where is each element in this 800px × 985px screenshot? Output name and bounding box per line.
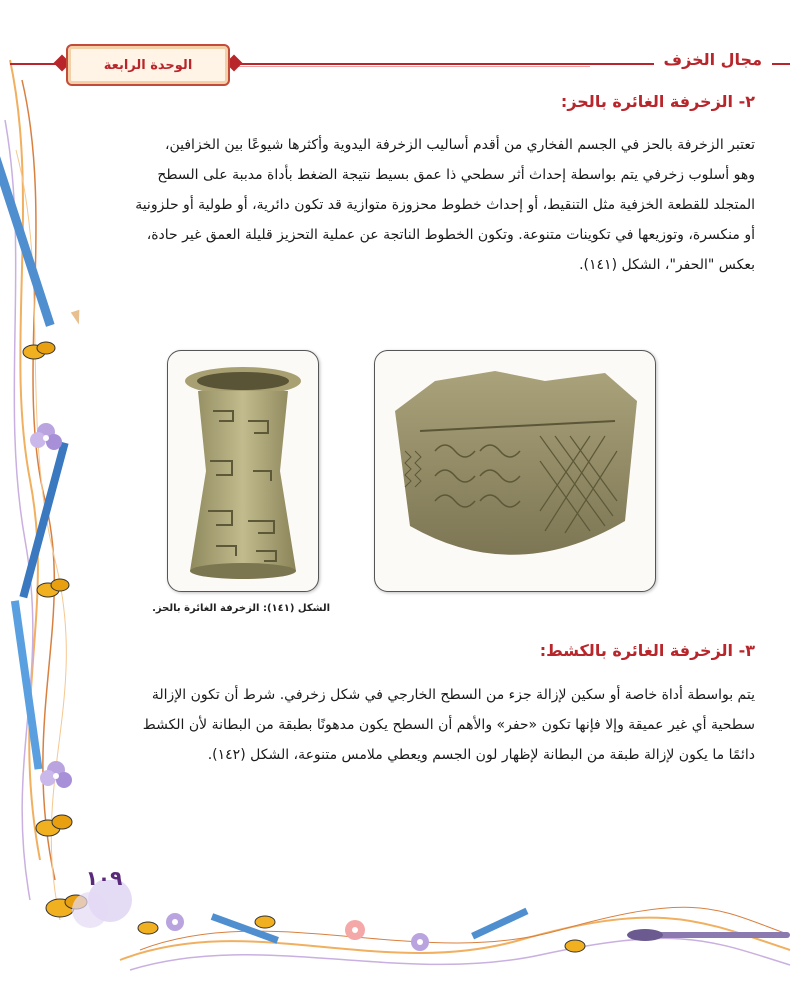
butterfly-icon — [23, 342, 55, 359]
butterfly-icon — [565, 940, 585, 952]
pencil-icon — [471, 908, 528, 940]
paragraph-line: تعتبر الزخرفة بالحز في الجسم الفخاري من أقدم أساليب الزخرفة اليدوية وأكثرها شيوعًا بين الخزافين، — [164, 137, 755, 153]
flower-icon — [166, 913, 184, 931]
butterfly-icon — [37, 579, 69, 597]
paragraph-line: سطحية أي غير عميقة وإلا فإنها تكون «حفر» والأهم أن السطح يكون مدهونًا بطبقة من البطانة لأن الكشط — [142, 717, 755, 733]
bowl-illustration — [375, 351, 655, 591]
section-title: مجال الخزف — [654, 50, 772, 69]
section-3-heading: ٣- الزخرفة الغائرة بالكشط: — [539, 641, 755, 660]
unit-title: الوحدة الرابعة — [103, 57, 193, 73]
butterfly-icon — [36, 815, 72, 836]
section-2-heading: ٢- الزخرفة الغائرة بالحز: — [560, 92, 755, 111]
paragraph-line: يتم بواسطة أداة خاصة أو سكين لإزالة جزء من السطح الخارجي في شكل زخرفي. شرط أن تكون الإزالة — [151, 687, 755, 703]
section-3-paragraph — [75, 680, 755, 770]
flower-icon — [40, 761, 72, 788]
figure-bowl-image — [374, 350, 656, 592]
paragraph-line: بعكس "الحفر"، الشكل (١٤١). — [579, 257, 755, 273]
vase-illustration — [168, 351, 318, 591]
paragraph-line: المتجلد للقطعة الخزفية مثل التنقيط، أو إحداث خطوط محزوزة متوازية قد تكون دائرية، أو طولية أو حلزونية — [135, 197, 755, 213]
paintbrush-icon — [627, 929, 790, 941]
butterfly-icon — [255, 916, 275, 928]
flower-icon — [411, 933, 429, 951]
paragraph-line: وهو أسلوب زخرفي يتم بواسطة إحداث أثر سطحي ذا عمق بسيط نتيجة الضغط بأداة مدببة على السطح — [157, 167, 755, 183]
figure-vase-image — [167, 350, 319, 592]
butterfly-icon — [138, 922, 158, 934]
paragraph-line: أو منكسرة، وتوزيعها في تكوينات متنوعة. وتكون الخطوط الناتجة عن عملية التحزيز قليلة العمق غير حادة، — [146, 227, 755, 243]
unit-badge — [66, 44, 230, 86]
section-2-paragraph — [75, 130, 755, 280]
paragraph-line: دائمًا ما يكون لإزالة طبقة من البطانة لإظهار لون الجسم ويعطي ملامس متنوعة، الشكل (١٤٢). — [207, 747, 755, 763]
page-number: ١٠٩ — [85, 866, 123, 890]
flower-icon — [345, 920, 365, 940]
bottom-decorative-border — [0, 880, 800, 985]
pencil-icon — [11, 600, 43, 769]
figure-caption: الشكل (١٤١): الزخرفة الغائرة بالحز. — [152, 603, 330, 614]
